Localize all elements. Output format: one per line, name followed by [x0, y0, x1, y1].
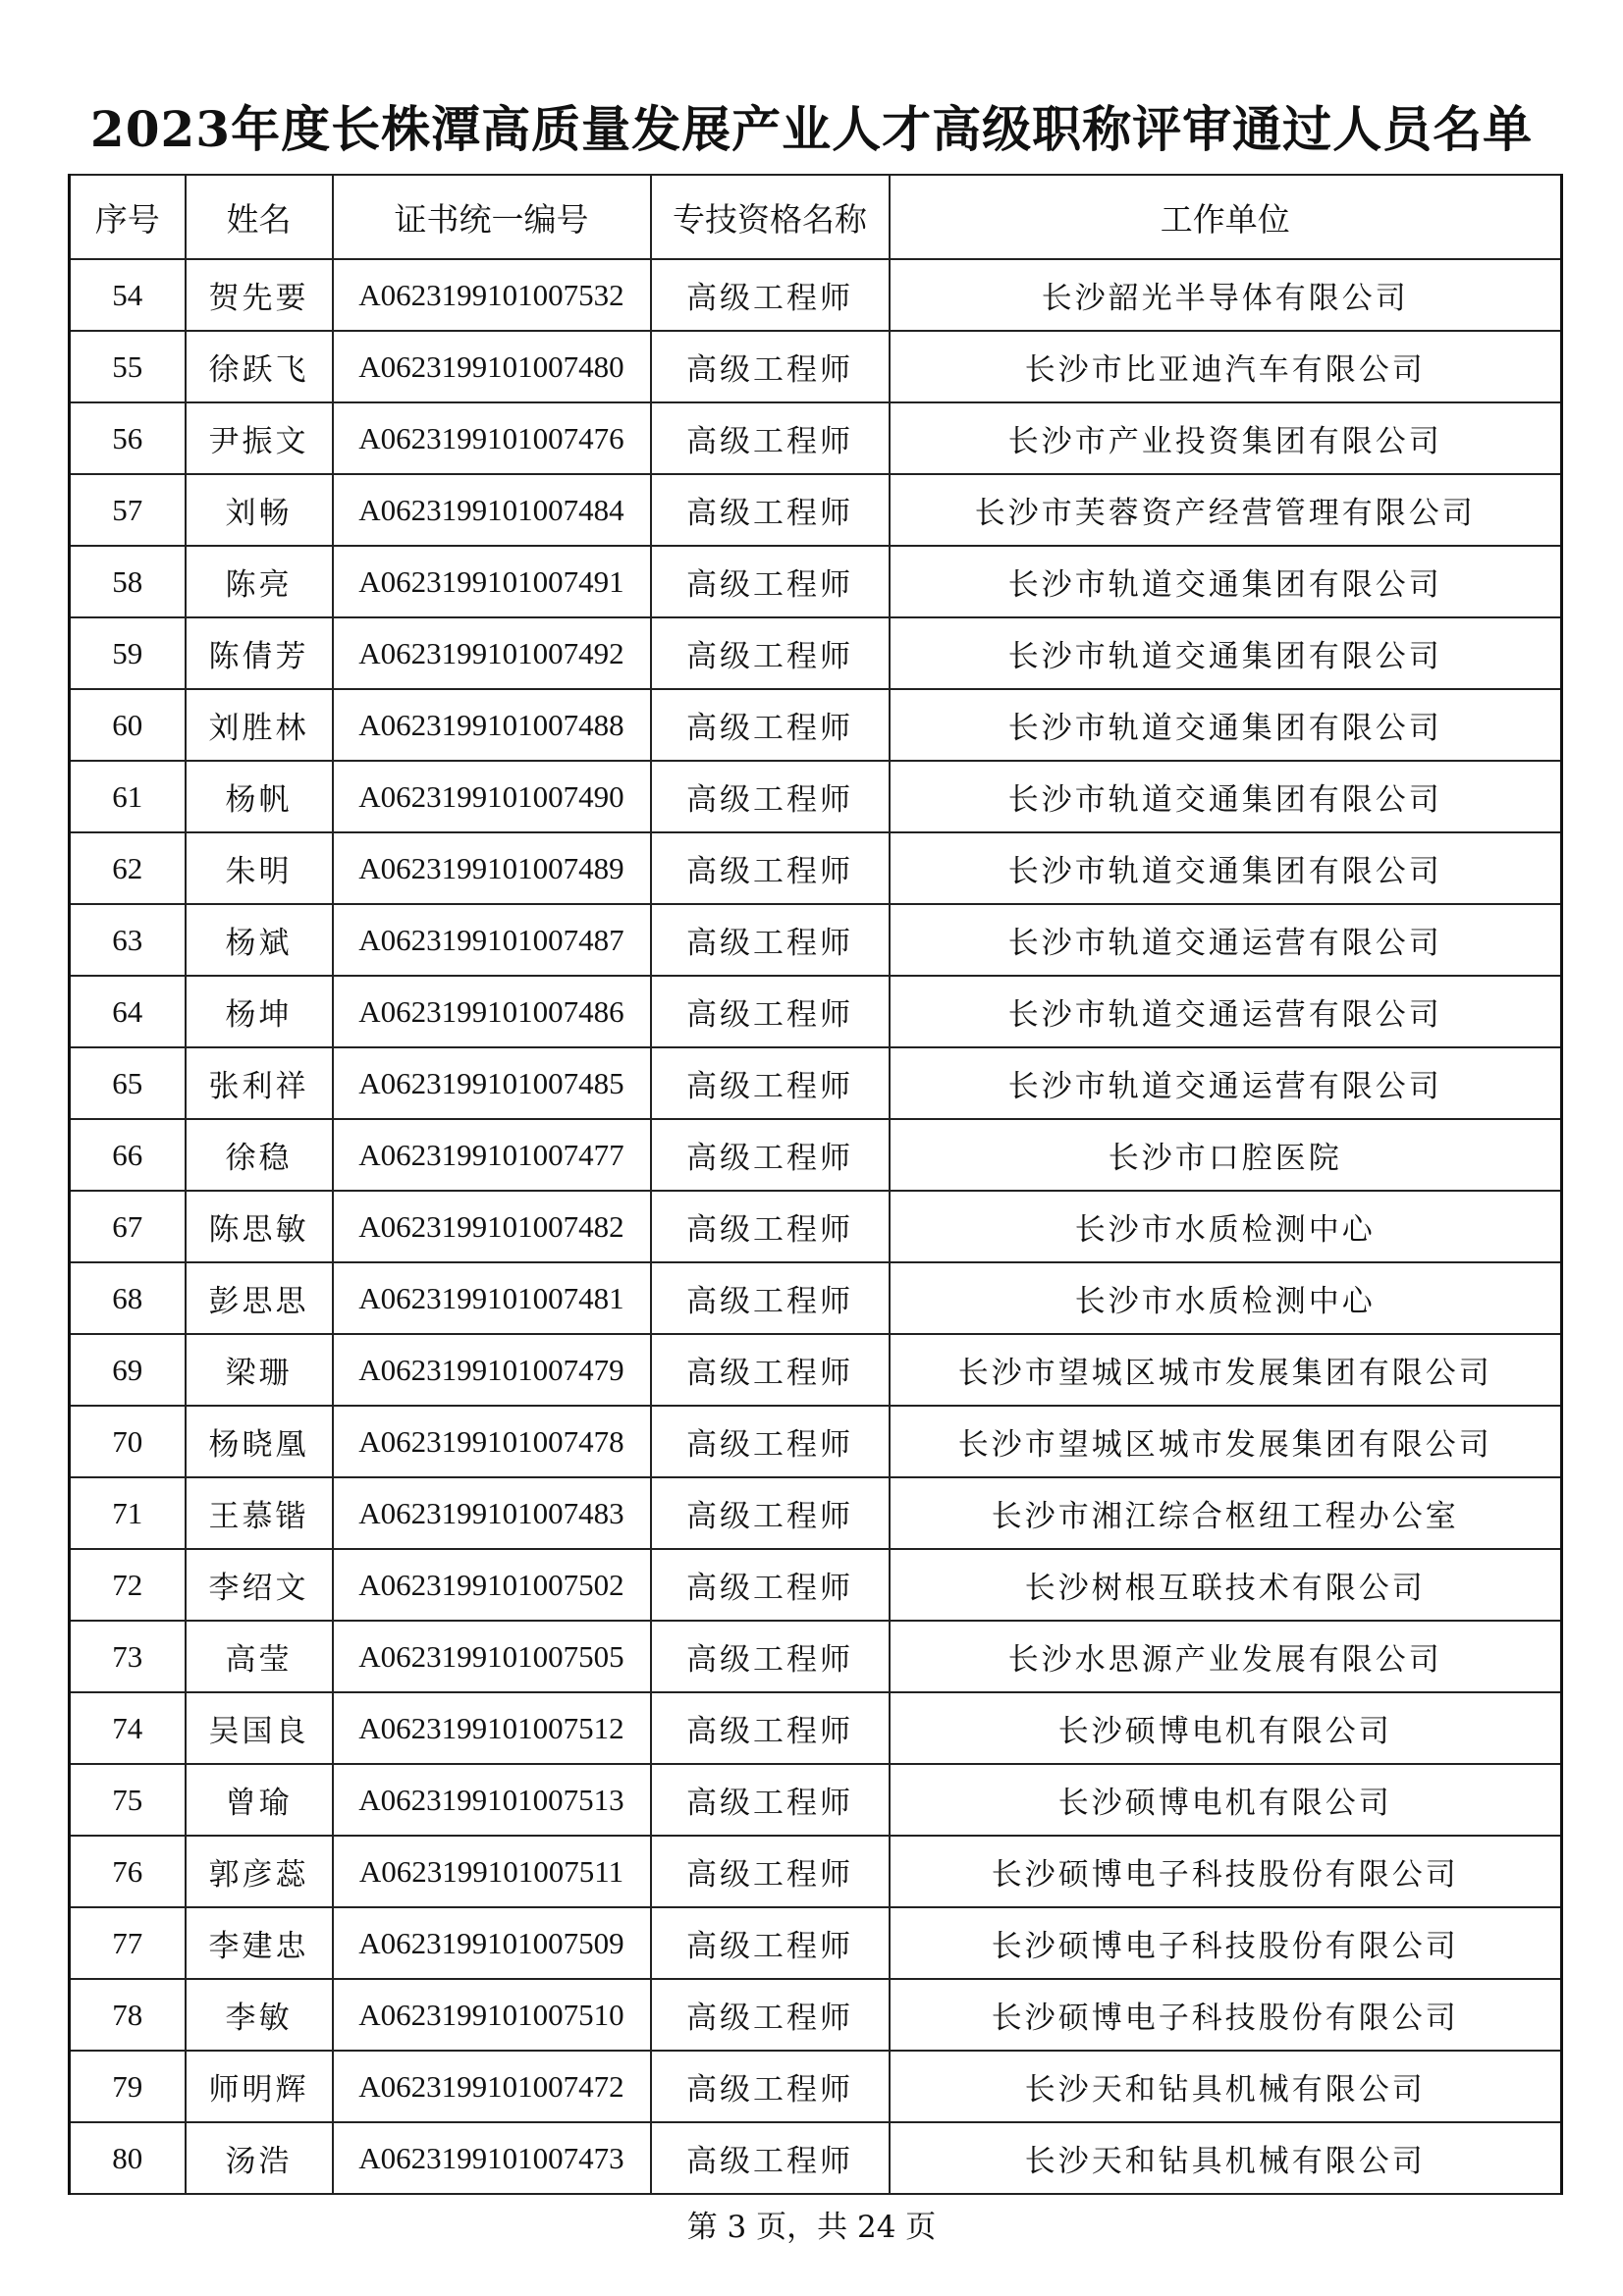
cell-serial-no: 59 [70, 617, 186, 689]
cell-name: 徐跃飞 [186, 331, 333, 402]
cell-certificate-no: A0623199101007487 [333, 904, 651, 976]
cell-certificate-no: A0623199101007481 [333, 1262, 651, 1334]
col-header-org: 工作单位 [890, 175, 1562, 259]
cell-name: 曾瑜 [186, 1764, 333, 1836]
cell-work-unit: 长沙市水质检测中心 [890, 1191, 1562, 1262]
cell-qualification: 高级工程师 [651, 2051, 890, 2122]
cell-qualification: 高级工程师 [651, 474, 890, 546]
cell-qualification: 高级工程师 [651, 1477, 890, 1549]
cell-work-unit: 长沙市轨道交通运营有限公司 [890, 976, 1562, 1047]
cell-certificate-no: A0623199101007492 [333, 617, 651, 689]
cell-work-unit: 长沙树根互联技术有限公司 [890, 1549, 1562, 1621]
cell-qualification: 高级工程师 [651, 1692, 890, 1764]
cell-work-unit: 长沙硕博电机有限公司 [890, 1692, 1562, 1764]
cell-qualification: 高级工程师 [651, 761, 890, 832]
cell-qualification: 高级工程师 [651, 1836, 890, 1907]
table-row [70, 1191, 1562, 1262]
cell-qualification: 高级工程师 [651, 1979, 890, 2051]
table-row [70, 1692, 1562, 1764]
table-row [70, 1047, 1562, 1119]
cell-serial-no: 80 [70, 2122, 186, 2194]
cell-work-unit: 长沙市比亚迪汽车有限公司 [890, 331, 1562, 402]
cell-qualification: 高级工程师 [651, 1549, 890, 1621]
cell-certificate-no: A0623199101007511 [333, 1836, 651, 1907]
cell-name: 高莹 [186, 1621, 333, 1692]
table-row [70, 1406, 1562, 1477]
cell-certificate-no: A0623199101007509 [333, 1907, 651, 1979]
cell-serial-no: 62 [70, 832, 186, 904]
cell-qualification: 高级工程师 [651, 1119, 890, 1191]
cell-certificate-no: A0623199101007505 [333, 1621, 651, 1692]
table-row [70, 2051, 1562, 2122]
cell-work-unit: 长沙天和钻具机械有限公司 [890, 2122, 1562, 2194]
cell-certificate-no: A0623199101007473 [333, 2122, 651, 2194]
cell-qualification: 高级工程师 [651, 1621, 890, 1692]
cell-name: 杨坤 [186, 976, 333, 1047]
cell-serial-no: 65 [70, 1047, 186, 1119]
cell-serial-no: 54 [70, 259, 186, 331]
cell-serial-no: 67 [70, 1191, 186, 1262]
cell-certificate-no: A0623199101007484 [333, 474, 651, 546]
table-row [70, 1836, 1562, 1907]
table-body [70, 259, 1562, 2194]
cell-serial-no: 60 [70, 689, 186, 761]
cell-serial-no: 74 [70, 1692, 186, 1764]
table-row [70, 546, 1562, 617]
page-title: 2023年度长株潭高质量发展产业人才高级职称评审通过人员名单 [89, 100, 1534, 158]
cell-serial-no: 78 [70, 1979, 186, 2051]
cell-qualification: 高级工程师 [651, 904, 890, 976]
cell-serial-no: 76 [70, 1836, 186, 1907]
cell-work-unit: 长沙市轨道交通集团有限公司 [890, 546, 1562, 617]
cell-name: 朱明 [186, 832, 333, 904]
cell-work-unit: 长沙市湘江综合枢纽工程办公室 [890, 1477, 1562, 1549]
cell-qualification: 高级工程师 [651, 2122, 890, 2194]
cell-certificate-no: A0623199101007483 [333, 1477, 651, 1549]
cell-work-unit: 长沙市轨道交通集团有限公司 [890, 832, 1562, 904]
table-row [70, 259, 1562, 331]
cell-qualification: 高级工程师 [651, 1191, 890, 1262]
cell-certificate-no: A0623199101007485 [333, 1047, 651, 1119]
table-row [70, 1979, 1562, 2051]
cell-work-unit: 长沙市轨道交通运营有限公司 [890, 904, 1562, 976]
page-footer: 第 3 页，共 24 页 [686, 2210, 937, 2245]
cell-work-unit: 长沙市产业投资集团有限公司 [890, 402, 1562, 474]
cell-serial-no: 75 [70, 1764, 186, 1836]
table-row [70, 474, 1562, 546]
cell-work-unit: 长沙硕博电机有限公司 [890, 1764, 1562, 1836]
cell-qualification: 高级工程师 [651, 546, 890, 617]
cell-work-unit: 长沙硕博电子科技股份有限公司 [890, 1907, 1562, 1979]
table-row [70, 761, 1562, 832]
col-header-qual: 专技资格名称 [651, 175, 890, 259]
cell-name: 陈思敏 [186, 1191, 333, 1262]
cell-serial-no: 79 [70, 2051, 186, 2122]
table-row [70, 1549, 1562, 1621]
cell-qualification: 高级工程师 [651, 976, 890, 1047]
table-row [70, 1262, 1562, 1334]
cell-certificate-no: A0623199101007532 [333, 259, 651, 331]
cell-serial-no: 61 [70, 761, 186, 832]
cell-work-unit: 长沙市芙蓉资产经营管理有限公司 [890, 474, 1562, 546]
table-row [70, 402, 1562, 474]
cell-serial-no: 70 [70, 1406, 186, 1477]
cell-serial-no: 57 [70, 474, 186, 546]
table-row [70, 331, 1562, 402]
cell-certificate-no: A0623199101007510 [333, 1979, 651, 2051]
cell-work-unit: 长沙市水质检测中心 [890, 1262, 1562, 1334]
cell-qualification: 高级工程师 [651, 402, 890, 474]
cell-certificate-no: A0623199101007480 [333, 331, 651, 402]
cell-serial-no: 68 [70, 1262, 186, 1334]
cell-name: 陈倩芳 [186, 617, 333, 689]
cell-certificate-no: A0623199101007490 [333, 761, 651, 832]
cell-certificate-no: A0623199101007479 [333, 1334, 651, 1406]
cell-name: 徐稳 [186, 1119, 333, 1191]
cell-work-unit: 长沙市轨道交通集团有限公司 [890, 617, 1562, 689]
cell-name: 陈亮 [186, 546, 333, 617]
cell-work-unit: 长沙市轨道交通运营有限公司 [890, 1047, 1562, 1119]
cell-work-unit: 长沙市口腔医院 [890, 1119, 1562, 1191]
cell-name: 杨帆 [186, 761, 333, 832]
table-row [70, 832, 1562, 904]
cell-work-unit: 长沙市望城区城市发展集团有限公司 [890, 1334, 1562, 1406]
cell-qualification: 高级工程师 [651, 1334, 890, 1406]
cell-qualification: 高级工程师 [651, 1764, 890, 1836]
cell-qualification: 高级工程师 [651, 832, 890, 904]
cell-name: 梁珊 [186, 1334, 333, 1406]
table-row [70, 1621, 1562, 1692]
cell-name: 李敏 [186, 1979, 333, 2051]
cell-name: 刘胜林 [186, 689, 333, 761]
cell-work-unit: 长沙硕博电子科技股份有限公司 [890, 1836, 1562, 1907]
table-row [70, 1334, 1562, 1406]
personnel-table [68, 174, 1563, 2195]
cell-work-unit: 长沙市轨道交通集团有限公司 [890, 761, 1562, 832]
cell-qualification: 高级工程师 [651, 259, 890, 331]
cell-qualification: 高级工程师 [651, 1406, 890, 1477]
cell-serial-no: 69 [70, 1334, 186, 1406]
cell-certificate-no: A0623199101007478 [333, 1406, 651, 1477]
cell-name: 师明辉 [186, 2051, 333, 2122]
cell-certificate-no: A0623199101007489 [333, 832, 651, 904]
cell-certificate-no: A0623199101007477 [333, 1119, 651, 1191]
table-row [70, 1764, 1562, 1836]
cell-qualification: 高级工程师 [651, 1047, 890, 1119]
cell-work-unit: 长沙韶光半导体有限公司 [890, 259, 1562, 331]
cell-certificate-no: A0623199101007486 [333, 976, 651, 1047]
cell-certificate-no: A0623199101007513 [333, 1764, 651, 1836]
cell-work-unit: 长沙硕博电子科技股份有限公司 [890, 1979, 1562, 2051]
cell-name: 李绍文 [186, 1549, 333, 1621]
cell-qualification: 高级工程师 [651, 1262, 890, 1334]
cell-name: 尹振文 [186, 402, 333, 474]
cell-name: 贺先要 [186, 259, 333, 331]
cell-serial-no: 55 [70, 331, 186, 402]
cell-work-unit: 长沙水思源产业发展有限公司 [890, 1621, 1562, 1692]
col-header-cert: 证书统一编号 [333, 175, 651, 259]
cell-certificate-no: A0623199101007476 [333, 402, 651, 474]
col-header-no: 序号 [70, 175, 186, 259]
cell-work-unit: 长沙市望城区城市发展集团有限公司 [890, 1406, 1562, 1477]
table-header-row [70, 175, 1562, 259]
cell-serial-no: 73 [70, 1621, 186, 1692]
cell-certificate-no: A0623199101007512 [333, 1692, 651, 1764]
table-row [70, 2122, 1562, 2194]
cell-work-unit: 长沙天和钻具机械有限公司 [890, 2051, 1562, 2122]
table-row [70, 1477, 1562, 1549]
cell-name: 李建忠 [186, 1907, 333, 1979]
cell-name: 杨晓凰 [186, 1406, 333, 1477]
cell-work-unit: 长沙市轨道交通集团有限公司 [890, 689, 1562, 761]
cell-serial-no: 72 [70, 1549, 186, 1621]
cell-serial-no: 77 [70, 1907, 186, 1979]
cell-certificate-no: A0623199101007482 [333, 1191, 651, 1262]
cell-name: 吴国良 [186, 1692, 333, 1764]
table-row [70, 1119, 1562, 1191]
cell-serial-no: 58 [70, 546, 186, 617]
cell-name: 王慕锴 [186, 1477, 333, 1549]
cell-certificate-no: A0623199101007472 [333, 2051, 651, 2122]
cell-name: 张利祥 [186, 1047, 333, 1119]
cell-qualification: 高级工程师 [651, 617, 890, 689]
table-row [70, 689, 1562, 761]
col-header-name: 姓名 [186, 175, 333, 259]
table-row [70, 976, 1562, 1047]
cell-serial-no: 63 [70, 904, 186, 976]
cell-serial-no: 64 [70, 976, 186, 1047]
cell-serial-no: 66 [70, 1119, 186, 1191]
cell-certificate-no: A0623199101007491 [333, 546, 651, 617]
cell-certificate-no: A0623199101007502 [333, 1549, 651, 1621]
cell-name: 汤浩 [186, 2122, 333, 2194]
cell-certificate-no: A0623199101007488 [333, 689, 651, 761]
cell-qualification: 高级工程师 [651, 689, 890, 761]
cell-qualification: 高级工程师 [651, 331, 890, 402]
cell-qualification: 高级工程师 [651, 1907, 890, 1979]
cell-name: 彭思思 [186, 1262, 333, 1334]
cell-name: 郭彦蕊 [186, 1836, 333, 1907]
cell-serial-no: 56 [70, 402, 186, 474]
cell-name: 杨斌 [186, 904, 333, 976]
cell-serial-no: 71 [70, 1477, 186, 1549]
table-row [70, 904, 1562, 976]
table-row [70, 617, 1562, 689]
cell-name: 刘畅 [186, 474, 333, 546]
table-row [70, 1907, 1562, 1979]
